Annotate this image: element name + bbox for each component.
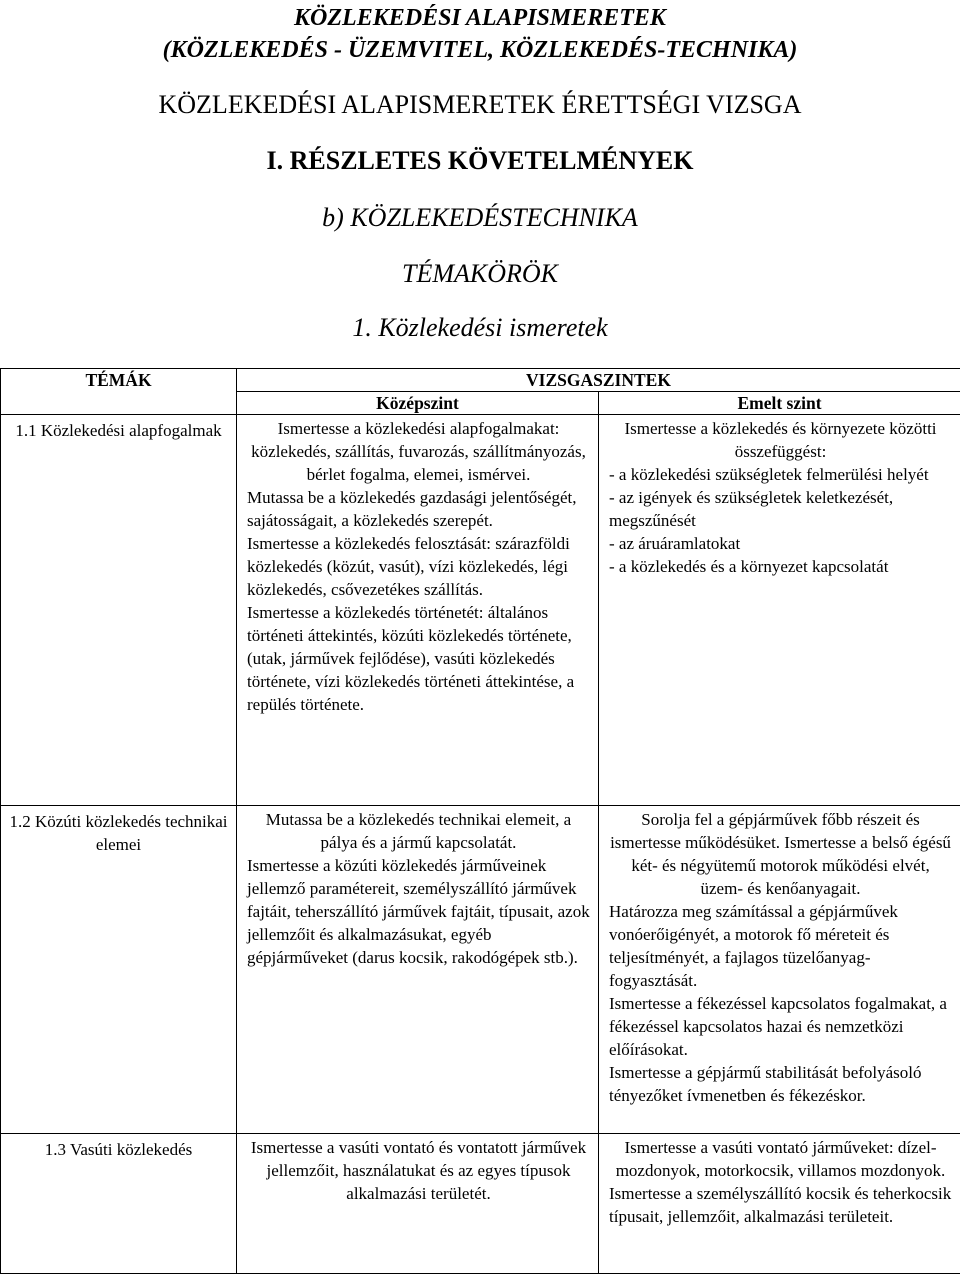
requirement-text: - a közlekedési szükségletek felmerülési helyét <box>609 463 952 486</box>
requirement-text: Ismertesse a közlekedés történetét: általános történeti áttekintés, közúti közlekedés története, (utak, járművek fejlődése), vasúti közlekedés története, vízi közlekedés történeti áttekintése, a repülés története. <box>247 601 590 716</box>
mid-level-header: Középszint <box>237 392 599 415</box>
requirement-text: Ismertesse a gépjármű stabilitását befolyásoló tényezőket ívmenetben és fékezéskor. <box>609 1061 952 1107</box>
requirement-text: Ismertesse a közlekedés és környezete közötti összefüggést: <box>609 417 952 463</box>
chapter-heading: 1. Közlekedési ismeretek <box>0 313 960 343</box>
topic-cell: 1.2 Közúti közlekedés technikai elemei <box>1 806 237 1134</box>
table-row <box>1 415 960 806</box>
adv-level-cell <box>599 1134 960 1274</box>
topic-cell: 1.3 Vasúti közlekedés <box>1 1134 237 1274</box>
exam-title: KÖZLEKEDÉSI ALAPISMERETEK ÉRETTSÉGI VIZSGA <box>0 90 960 120</box>
requirement-text: Ismertesse a közlekedési alapfogalmakat: közlekedés, szállítás, fuvarozás, szállítmányozás, bérlet fogalma, elemei, ismérvei. <box>247 417 590 486</box>
requirement-text: Ismertesse a vasúti vontató és vontatott járművek jellemzőit, használatukat és az egyes típusok alkalmazási területét. <box>247 1136 590 1205</box>
topics-column-header: TÉMÁK <box>1 369 237 415</box>
requirement-text: - az áruáramlatokat <box>609 532 952 555</box>
mid-level-cell <box>237 1134 599 1274</box>
requirement-text: - az igények és szükségletek keletkezését, megszűnését <box>609 486 952 532</box>
document-title-line1: KÖZLEKEDÉSI ALAPISMERETEK <box>0 3 960 33</box>
topic-cell: 1.1 Közlekedési alapfogalmak <box>1 415 237 806</box>
subsection-heading: b) KÖZLEKEDÉSTECHNIKA <box>0 203 960 233</box>
table-row <box>1 806 960 1134</box>
requirement-text: Ismertesse a személyszállító kocsik és teherkocsik típusait, jellemzőit, alkalmazási területeit. <box>609 1182 952 1228</box>
requirement-text: Ismertesse a közlekedés felosztását: szárazföldi közlekedés (közút, vasút), vízi közlekedés, légi közlekedés, csővezetékes szállítás. <box>247 532 590 601</box>
mid-level-cell <box>237 415 599 806</box>
requirement-text: Ismertesse a közúti közlekedés járműveinek jellemző paramétereit, személyszállító járművek fajtáit, teherszállító járművek fajtáit, típusait, azok jellemzőit és alkalmazásukat, egyéb gépjárműveket (darus kocsik, rakodógépek stb.). <box>247 854 590 969</box>
requirement-text: Mutassa be a közlekedés technikai elemeit, a pálya és a jármű kapcsolatát. <box>247 808 590 854</box>
requirement-text: Határozza meg számítással a gépjárművek vonóerőigényét, a motorok fő méreteit és teljesítményét, a fajlagos tüzelőanyag-fogyasztását. <box>609 900 952 992</box>
levels-column-header: VIZSGASZINTEK <box>237 369 960 392</box>
requirements-table <box>0 368 960 1274</box>
adv-level-header: Emelt szint <box>599 392 960 415</box>
table-row <box>1 1134 960 1274</box>
topics-heading: TÉMAKÖRÖK <box>0 259 960 289</box>
requirement-text: Ismertesse a vasúti vontató járműveket: dízel-mozdonyok, motorkocsik, villamos mozdonyok. <box>609 1136 952 1182</box>
adv-level-cell <box>599 415 960 806</box>
document-title-line2: (KÖZLEKEDÉS - ÜZEMVITEL, KÖZLEKEDÉS-TECHNIKA) <box>0 35 960 65</box>
section-heading: I. RÉSZLETES KÖVETELMÉNYEK <box>0 146 960 176</box>
mid-level-cell <box>237 806 599 1134</box>
requirement-text: Sorolja fel a gépjárművek főbb részeit és ismertesse működésüket. Ismertesse a belső égésű két- és négyütemű motorok működési elvét, üzem- és kenőanyagait. <box>609 808 952 900</box>
requirement-text: Mutassa be a közlekedés gazdasági jelentőségét, sajátosságait, a közlekedés szerepét. <box>247 486 590 532</box>
requirement-text: - a közlekedés és a környezet kapcsolatát <box>609 555 952 578</box>
adv-level-cell <box>599 806 960 1134</box>
requirement-text: Ismertesse a fékezéssel kapcsolatos fogalmakat, a fékezéssel kapcsolatos hazai és nemzetközi előírásokat. <box>609 992 952 1061</box>
table-header-row <box>1 369 960 392</box>
